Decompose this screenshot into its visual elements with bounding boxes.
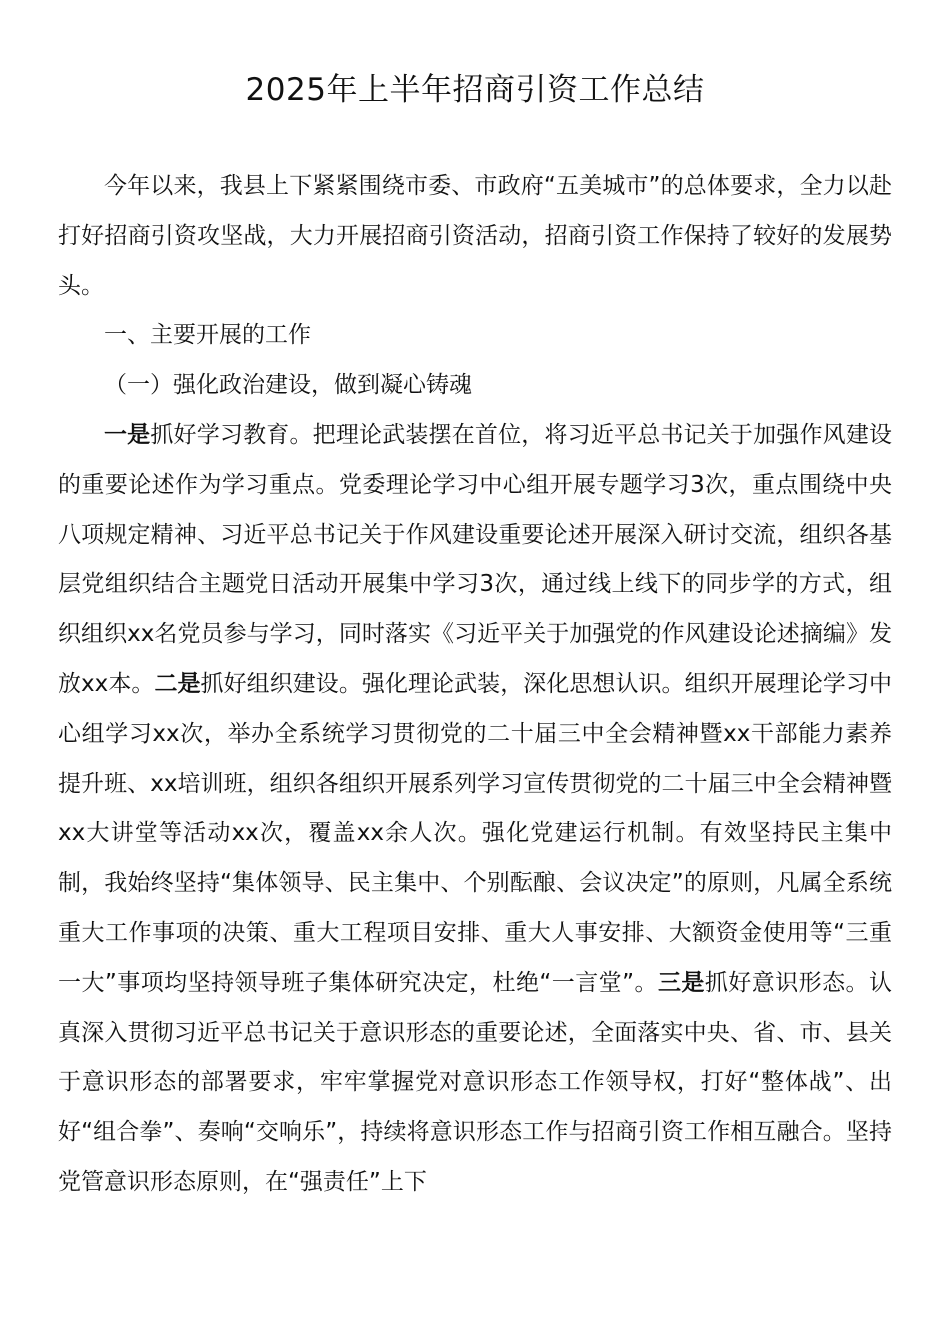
intro-paragraph: 今年以来，我县上下紧紧围绕市委、市政府“五美城市”的总体要求，全力以赴打好招商引资攻坚战，大力开展招商引资活动，招商引资工作保持了较好的发展势头。 [58,173,892,299]
paragraph-text-3: 抓好意识形态。认真深入贯彻习近平总书记关于意识形态的重要论述，全面落实中央、省、市、县关于意识形态的部署要求，牢牢掌握党对意识形态工作领导权，打好“整体战”、出好“组合拳”、奏响“交响乐”，持续将意识形态工作与招商引资工作相互融合。坚持党管意识形态原则，在“强责任”上下 [58,969,893,1195]
paragraph-text-1: 抓好学习教育。把理论武装摆在首位，将习近平总书记关于加强作风建设的重要论述作为学习重点。党委理论学习中心组开展专题学习3次，重点围绕中央八项规定精神、习近平总书记关于作风建设重要论述开展深入研讨交流，组织各基层党组织结合主题党日活动开展集中学习3次，通过线上线下的同步学的方式，组织组织xx名党员参与学习，同时落实《习近平关于加强党的作风建设论述摘编》发放xx本。 [58,421,893,697]
body-paragraph [58,411,892,1208]
section-heading: 一、主要开展的工作 [104,322,311,349]
lead-term-3: 三是 [657,969,705,996]
paragraph-text-2: 抓好组织建设。强化理论武装，深化思想认识。组织开展理论学习中心组学习xx次，举办全系统学习贯彻党的二十届三中全会精神暨xx干部能力素养提升班、xx培训班，组织各组织开展系列学习宣传贯彻党的二十届三中全会精神暨xx大讲堂等活动xx次，覆盖xx余人次。强化党建运行机制。有效坚持民主集中制，我始终坚持“集体领导、民主集中、个别酝酿、会议决定”的原则，凡属全系统重大工作事项的决策、重大工程项目安排、重大人事安排、大额资金使用等“三重一大”事项均坚持领导班子集体研究决定，杜绝“一言堂”。 [58,670,893,996]
document-body [58,162,892,1208]
document-title: 2025年上半年招商引资工作总结 [245,72,705,108]
lead-term-2: 二是 [154,670,201,697]
subsection-heading: （一）强化政治建设，做到凝心铸魂 [104,372,472,399]
lead-term-1: 一是 [104,421,151,448]
